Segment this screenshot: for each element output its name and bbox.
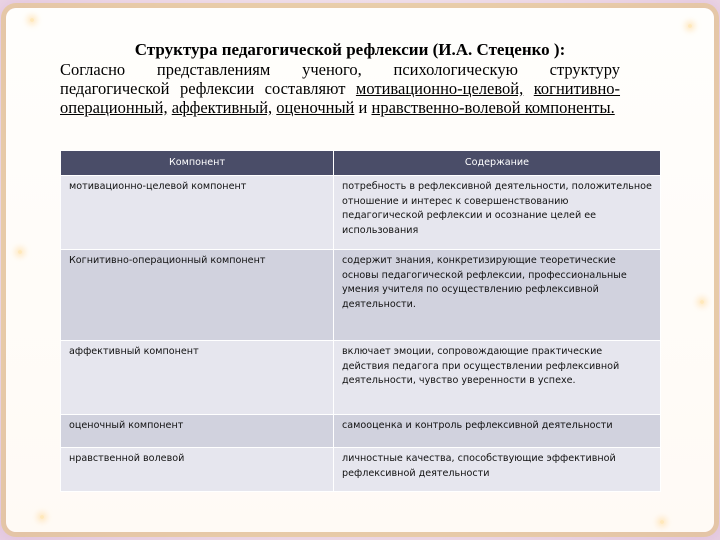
table-row (61, 341, 661, 415)
sparkle-decoration (30, 18, 34, 22)
sparkle-decoration (18, 250, 22, 254)
sparkle-decoration (40, 515, 44, 519)
intro-item-moral-volitional: нравственно-волевой компоненты. (371, 98, 615, 117)
content-cell: включает эмоции, сопровождающие практические действия педагога при осуществлении рефлексивной деятельности, чувство уверенности в успехе. (334, 341, 661, 415)
component-cell: аффективный компонент (61, 341, 334, 415)
table-row (61, 176, 661, 250)
content-cell: потребность в рефлексивной деятельности, положительное отношение и интерес к совершенствованию педагогической рефлексии и осознание целей ее использования (334, 176, 661, 250)
intro-item-cognitive: когнитивно-операционный, (60, 79, 621, 117)
slide-title: Структура педагогической рефлексии (И.А. Стеценко ): (134, 40, 566, 59)
column-header-content: Содержание (334, 151, 661, 176)
intro-conjunction: и (354, 98, 372, 117)
sparkle-decoration (700, 300, 704, 304)
intro-item-evaluative: оценочный (276, 98, 355, 117)
column-header-component: Компонент (61, 151, 334, 176)
intro-text: Согласно представлениям ученого, психологическую структуру педагогической рефлексии составляют (60, 60, 620, 98)
table-row (61, 415, 661, 448)
content-cell: содержит знания, конкретизирующие теоретические основы педагогической рефлексии, профессиональные умения учителя по осуществлению рефлексивной деятельности. (334, 250, 661, 341)
sparkle-decoration (660, 520, 664, 524)
table-row (61, 448, 661, 492)
intro-item-motivational: мотивационно-целевой, (355, 79, 524, 98)
content-cell: самооценка и контроль рефлексивной деятельности (334, 415, 661, 448)
component-cell: Когнитивно-операционный компонент (61, 250, 334, 341)
component-cell: оценочный компонент (61, 415, 334, 448)
sparkle-decoration (688, 24, 692, 28)
content-cell: личностные качества, способствующие эффективной рефлексивной деятельности (334, 448, 661, 492)
intro-paragraph (60, 60, 620, 117)
structure-table (60, 150, 661, 492)
component-cell: мотивационно-целевой компонент (61, 176, 334, 250)
table-row (61, 250, 661, 341)
table-header-row (61, 151, 661, 176)
component-cell: нравственной волевой (61, 448, 334, 492)
intro-item-affective: аффективный, (171, 98, 273, 117)
